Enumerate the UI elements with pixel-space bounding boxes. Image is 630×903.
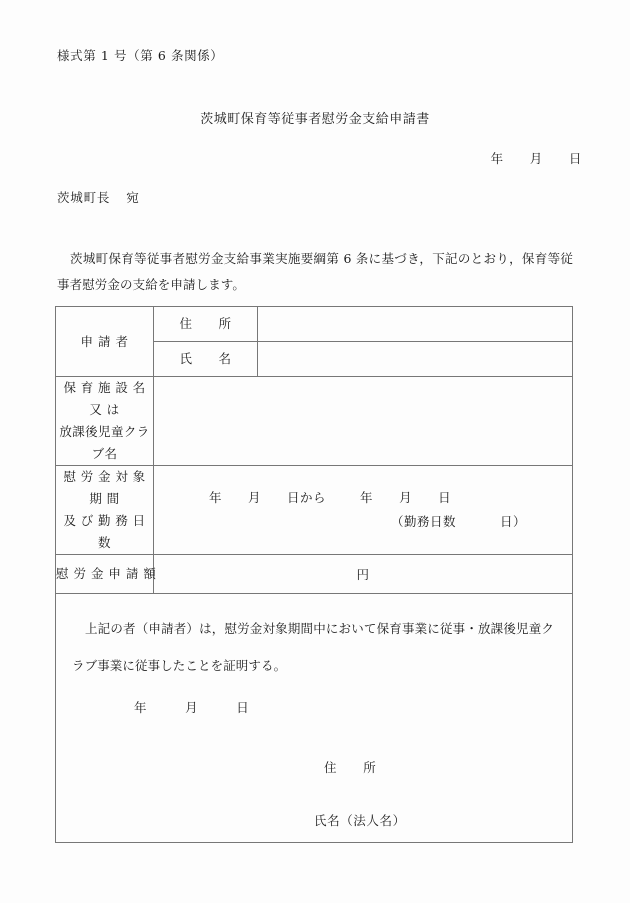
workdays-label: （勤務日数	[390, 514, 456, 529]
period-label-line2: 及 び 勤 務 日 数	[63, 513, 146, 550]
period-start-year: 年	[209, 490, 223, 505]
form-number: 様式第 1 号（第 6 条関係）	[57, 48, 224, 63]
period-range-row	[154, 486, 572, 510]
certification-cell	[56, 594, 573, 843]
date-year-label: 年	[490, 151, 504, 166]
period-label-line1: 慰 労 金 対 象 期 間	[63, 469, 146, 506]
applicant-address-label: 住 所	[179, 316, 232, 331]
period-label-cell	[56, 466, 154, 555]
certification-inner	[56, 594, 572, 842]
applicant-address-label-cell	[154, 307, 258, 342]
facility-label-line1: 保 育 施 設 名 又 は	[63, 380, 146, 417]
amount-label: 慰 労 金 申 請 額	[56, 566, 157, 581]
table-row-amount	[56, 555, 573, 594]
period-value-cell[interactable]	[154, 466, 573, 555]
certification-date-month: 月	[185, 700, 199, 715]
date-day-label: 日	[568, 151, 582, 166]
date-month-label: 月	[529, 151, 543, 166]
period-end-month: 月	[399, 490, 413, 505]
table-row-certification	[56, 594, 573, 843]
document-title: 茨城町保育等従事者慰労金支給申請書	[200, 112, 430, 127]
addressee-honorific: 宛	[126, 190, 140, 205]
amount-unit: 円	[356, 567, 370, 582]
submission-date-line	[491, 149, 582, 167]
facility-label-cell	[56, 377, 154, 466]
table-row-applicant-address	[56, 307, 573, 342]
addressee-office: 茨城町長	[57, 190, 111, 205]
facility-value-cell[interactable]	[154, 377, 573, 466]
period-end-day: 日	[438, 490, 452, 505]
certification-date-line	[72, 698, 554, 716]
applicant-name-value-cell[interactable]	[258, 342, 573, 377]
body-paragraph: 茨城町保育等従事者慰労金支給事業実施要綱第 6 条に基づき，下記のとおり，保育等従事者慰労金の支給を申請します。	[57, 251, 573, 292]
certification-date-year: 年	[134, 700, 148, 715]
certifier-name-label: 氏名（法人名）	[314, 813, 406, 828]
table-row-facility	[56, 377, 573, 466]
certification-text: 上記の者（申請者）は，慰労金対象期間中において保育事業に従事・放課後児童クラブ事業に従事したことを証明する。	[72, 621, 554, 673]
applicant-label-cell	[56, 307, 154, 377]
workdays-row	[154, 510, 572, 534]
addressee	[57, 188, 140, 206]
application-table	[55, 306, 573, 843]
applicant-label: 申 請 者	[80, 333, 129, 349]
period-start-month: 月	[248, 490, 262, 505]
facility-label-line2: 放課後児童クラブ名	[59, 424, 150, 461]
table-row-period	[56, 466, 573, 555]
applicant-name-label: 氏 名	[179, 351, 232, 366]
workdays-unit: 日）	[499, 514, 526, 529]
certifier-address-label: 住 所	[324, 760, 377, 775]
applicant-address-value-cell[interactable]	[258, 307, 573, 342]
period-end-year: 年	[360, 490, 374, 505]
applicant-name-label-cell	[154, 342, 258, 377]
certification-date-day: 日	[236, 700, 250, 715]
amount-label-cell	[56, 555, 157, 594]
amount-value-cell[interactable]	[154, 555, 573, 594]
period-start-day: 日から	[287, 490, 327, 505]
